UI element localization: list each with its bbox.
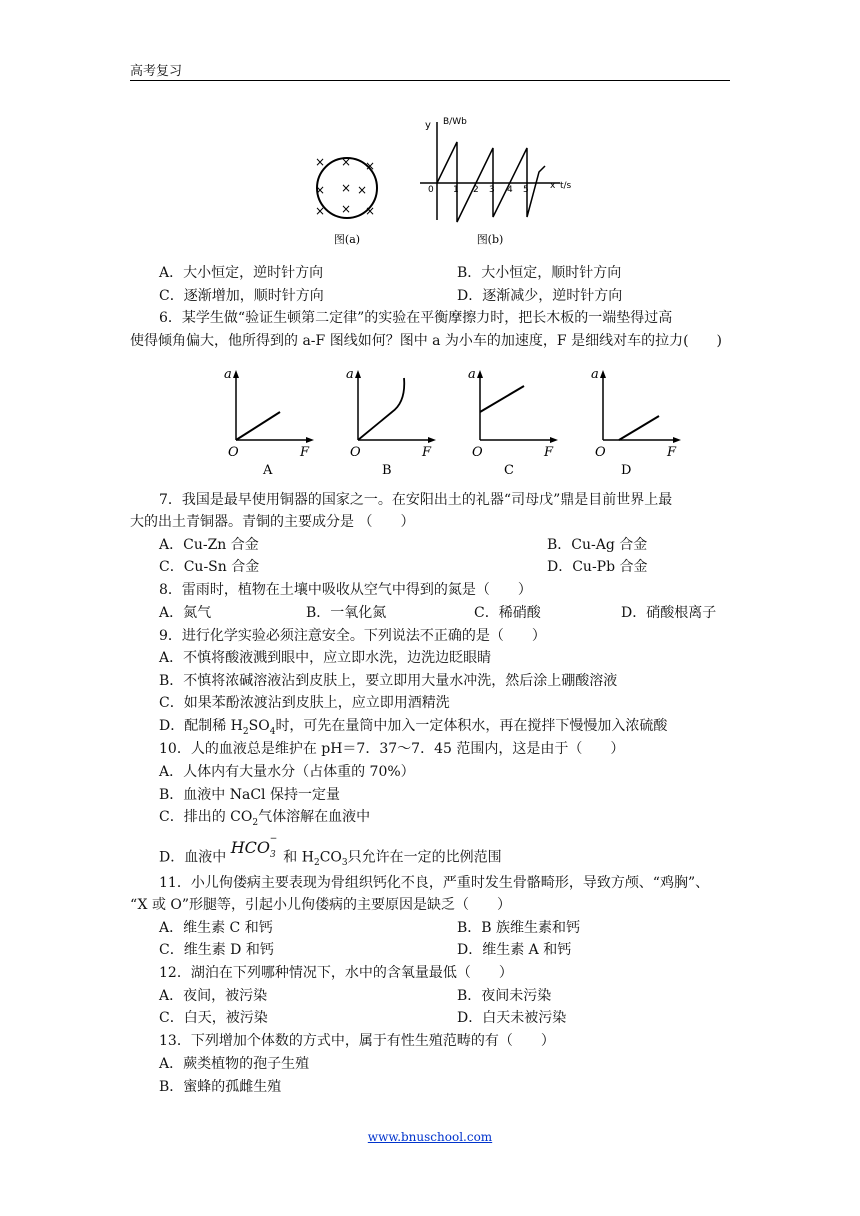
q6-stem-line1: 6．某学生做“验证生顿第二定律”的实验在平衡摩擦力时，把长木板的一端垫得过高 [159, 310, 673, 326]
q7-stem-line1: 7．我国是最早使用铜器的国家之一。在安阳出土的礼器“司母戊”鼎是目前世界上最 [159, 492, 673, 508]
q6c-origin: O [472, 445, 483, 460]
svg-text:×: × [340, 181, 352, 195]
q10-option-b: B．血液中 NaCl 保持一定量 [159, 787, 340, 803]
q12-stem: 12．湖泊在下列哪种情况下，水中的含氧量最低（ ） [159, 965, 513, 981]
q6-stem-line2: 使得倾角偏大，他所得到的 a-F 图线如何？图中 a 为小车的加速度，F 是细线对车的拉力( ) [130, 333, 723, 349]
q6d-axis-a: a [591, 367, 599, 382]
svg-text:×: × [314, 183, 326, 197]
hco3-formula: $HCO_3^-$ [230, 834, 278, 861]
q6c-label: C [504, 463, 514, 478]
q8-option-c: C．稀硝酸 [474, 605, 541, 621]
q9-stem: 9．进行化学实验必须注意安全。下列说法不正确的是（ ） [159, 628, 546, 644]
svg-text:×: × [340, 155, 352, 169]
q13-option-b: B．蜜蜂的孤雌生殖 [159, 1079, 282, 1095]
q12-option-d: D．白天未被污染 [457, 1010, 567, 1026]
svg-text:×: × [356, 183, 368, 197]
q6d-label: D [621, 463, 632, 478]
figure-a [300, 150, 400, 250]
q11-option-a: A．维生素 C 和钙 [159, 920, 273, 936]
q8-option-d: D．硝酸根离子 [621, 605, 717, 621]
svg-text:×: × [314, 155, 326, 169]
q6-graph-d [585, 362, 690, 482]
q9-option-b: B．不慎将浓碱溶液沾到皮肤上，要立即用大量水冲洗，然后涂上硼酸溶液 [159, 673, 618, 689]
q10-option-d: D．血液中 $HCO_3^-$和 $H_2CO_3$只允许在一定的比例范围 [159, 834, 502, 869]
q6b-axis-f: F [422, 445, 432, 460]
q8-option-a: A．氮气 [159, 605, 212, 621]
q6d-origin: O [595, 445, 606, 460]
fig-b-y: y [425, 120, 431, 131]
fig-b-ylabel: B/Wb [443, 117, 467, 127]
fig-b-tick-4: 4 [507, 185, 513, 195]
fig-b-tick-0: 0 [428, 185, 434, 195]
q13-option-a: A．蕨类植物的孢子生殖 [159, 1056, 310, 1072]
svg-text:×: × [364, 159, 376, 173]
fig-b-caption: 图(b) [476, 233, 504, 246]
header-rule [130, 80, 730, 81]
q7-stem-line2: 大的出土青铜器。青铜的主要成分是 （ ） [130, 514, 415, 530]
q6b-axis-a: a [346, 367, 354, 382]
q11-stem-line1: 11．小儿佝偻病主要表现为骨组织钙化不良，严重时发生骨骼畸形，导致方颅、“鸡胸”、 [159, 875, 710, 891]
footer [0, 1130, 860, 1144]
svg-text:×: × [340, 202, 352, 216]
q6-graph-a [218, 362, 323, 482]
q6c-axis-f: F [544, 445, 554, 460]
fig-b-tick-5: 5 [523, 185, 529, 195]
q13-stem: 13．下列增加个体数的方式中，属于有性生殖范畴的有（ ） [159, 1033, 555, 1049]
q10-option-c: C．排出的 $CO_2$气体溶解在血液中 [159, 809, 371, 828]
q5-option-c: C．逐渐增加，顺时针方向 [159, 288, 324, 304]
q10-option-a: A．人体内有大量水分（占体重的 70%） [159, 764, 415, 780]
q9-option-c: C．如果苯酚浓渡沾到皮肤上，应立即用酒精洗 [159, 695, 450, 711]
fig-b-tick-2: 2 [473, 185, 479, 195]
q7-option-d: D．Cu-Pb 合金 [547, 559, 648, 575]
q11-option-d: D．维生素 A 和钙 [457, 942, 572, 958]
fig-b-xlabel: t/s [560, 181, 572, 191]
q6-graph-b [340, 362, 445, 482]
q6a-axis-f: F [300, 445, 310, 460]
fig-b-tick-1: 1 [453, 185, 459, 195]
q6-graph-c [462, 362, 567, 482]
q7-option-b: B．Cu-Ag 合金 [547, 537, 648, 553]
fig-a-caption: 图(a) [333, 233, 361, 246]
q7-option-c: C．Cu-Sn 合金 [159, 559, 260, 575]
q6b-origin: O [350, 445, 361, 460]
q6a-axis-a: a [224, 367, 232, 382]
q11-option-c: C．维生素 D 和钙 [159, 942, 274, 958]
q5-option-d: D．逐渐减少，逆时针方向 [457, 288, 623, 304]
q6d-axis-f: F [667, 445, 677, 460]
q5-option-b: B．大小恒定，顺时针方向 [457, 265, 622, 281]
q9-option-a: A．不慎将酸液溅到眼中，应立即水洗，边洗边眨眼睛 [159, 650, 492, 666]
q12-option-a: A．夜间，被污染 [159, 988, 268, 1004]
footer-link[interactable]: www.bnuschool.com [367, 1130, 493, 1144]
q10-stem: 10．人的血液总是维护在 pH＝7．37～7．45 范围内，这是由于（ ） [159, 741, 625, 757]
svg-text:×: × [314, 204, 326, 218]
q8-stem: 8．雷雨时，植物在土壤中吸收从空气中得到的氮是（ ） [159, 582, 532, 598]
q12-option-b: B．夜间未污染 [457, 988, 552, 1004]
q11-option-b: B．B 族维生素和钙 [457, 920, 581, 936]
q8-option-b: B．一氧化氮 [306, 605, 387, 621]
q7-option-a: A．Cu-Zn 合金 [159, 537, 259, 553]
q6b-label: B [382, 463, 392, 478]
fig-b-tick-3: 3 [489, 185, 495, 195]
figure-b [415, 112, 585, 247]
header-title: 高考复习 [130, 64, 183, 79]
q9-option-d: D．配制稀 $H_2SO_4$时，可先在量筒中加入一定体积水，再在搅拌下慢慢加入浓硫酸 [159, 718, 668, 737]
q6c-axis-a: a [468, 367, 476, 382]
q5-option-a: A．大小恒定，逆时针方向 [159, 265, 324, 281]
svg-text:×: × [364, 204, 376, 218]
q11-stem-line2: “X 或 O”形腿等，引起小儿佝偻病的主要原因是缺乏（ ） [130, 897, 512, 913]
q6a-origin: O [228, 445, 239, 460]
q12-option-c: C．白天，被污染 [159, 1010, 268, 1026]
fig-b-x: x [550, 181, 556, 191]
q6a-label: A [263, 463, 273, 478]
